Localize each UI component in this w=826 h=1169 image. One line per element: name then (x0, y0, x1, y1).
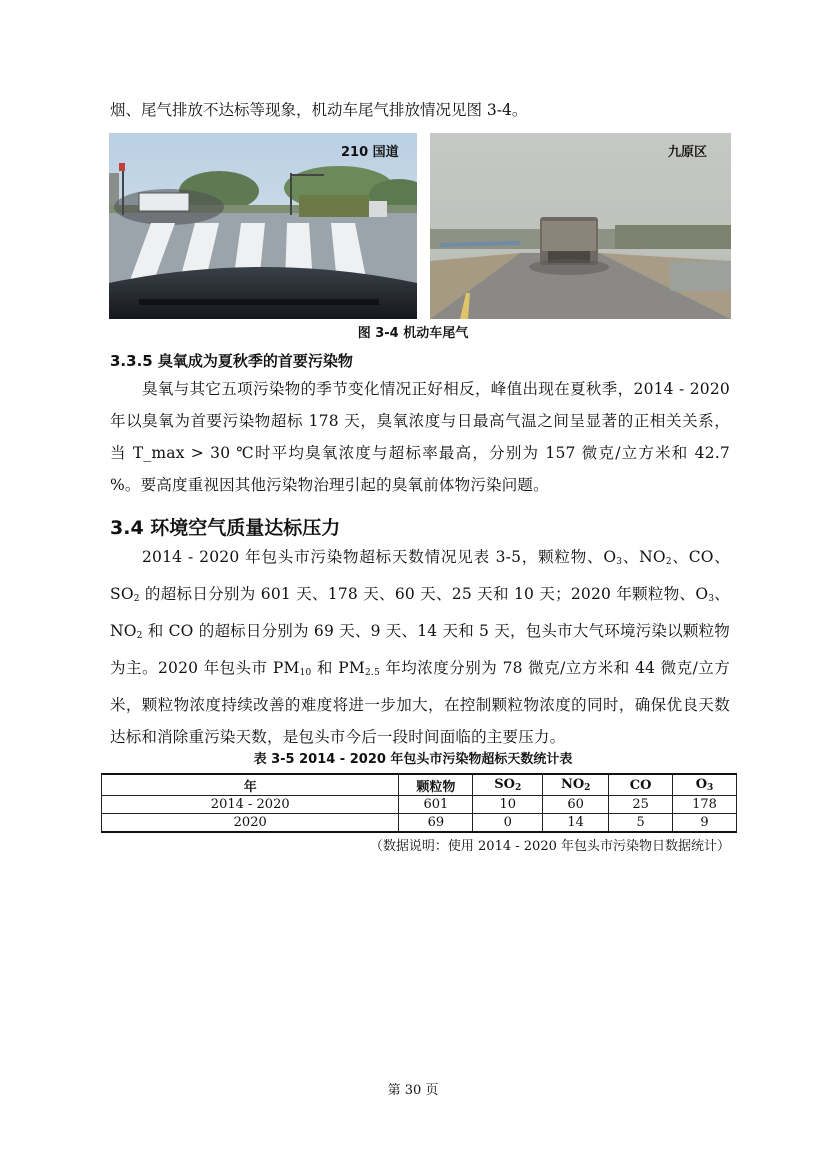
cell-no2: 14 (543, 814, 609, 833)
page-number: 第 30 页 (387, 1083, 439, 1098)
cell-so2: 0 (473, 814, 543, 833)
section-335-body (110, 373, 730, 501)
photo-210-road (109, 133, 417, 319)
road-photo-graphic (109, 133, 417, 319)
cell-o3: 178 (673, 796, 737, 814)
table-title: 表 3-5 2014 - 2020 年包头市污染物超标天数统计表 (253, 752, 573, 767)
cell-pm: 601 (399, 796, 473, 814)
cell-pm: 69 (399, 814, 473, 833)
photo-jiuyuan (430, 133, 731, 319)
cell-co: 25 (609, 796, 673, 814)
col-co: CO (609, 774, 673, 796)
section-34-body (110, 541, 730, 753)
table-note: （数据说明：使用 2014 - 2020 年包头市污染物日数据统计） (369, 839, 730, 854)
table-row (102, 796, 737, 814)
photo-label-210: 210 国道 (341, 145, 399, 160)
cell-no2: 60 (543, 796, 609, 814)
cell-co: 5 (609, 814, 673, 833)
cell-year: 2014 - 2020 (102, 796, 399, 814)
col-no2: $NO_2$ (543, 774, 609, 796)
col-so2: $SO_2$ (473, 774, 543, 796)
table-row (102, 814, 737, 833)
col-pm: 颗粒物 (399, 774, 473, 796)
col-o3: $O_3$ (673, 774, 737, 796)
exceedance-table (101, 773, 737, 833)
truck-photo-graphic (430, 133, 731, 319)
table-header-row (102, 774, 737, 796)
section-34-heading: 3.4 环境空气质量达标压力 (110, 517, 341, 539)
col-year: 年 (102, 774, 399, 796)
figure-caption: 图 3-4 机动车尾气 (357, 326, 469, 341)
cell-so2: 10 (473, 796, 543, 814)
section-34-paragraph: 2014 - 2020 年包头市污染物超标天数情况见表 3-5，颗粒物、$O_3$、$NO_2$、CO、$SO_2$ 的超标日分别为 601 天、178 天、60 天、25 天和 10 天；2020 年颗粒物、$O_3$、$NO_2$ 和 CO 的超标日分别为 69 天、9 天、14 天和 5 天，包头市大气环境污染以颗粒物为主。2020 年包头市 $PM_{10}$ 和 $PM_{2.5}$ 年均浓度分别为 78 微克/立方米和 44 微克/立方米，颗粒物浓度持续改善的难度将进一步加大，在控制颗粒物浓度的同时，确保优良天数达标和消除重污染天数，是包头市今后一段时间面临的主要压力。 (110, 548, 731, 746)
section-335-paragraph: 臭氧与其它五项污染物的季节变化情况正好相反，峰值出现在夏秋季，2014 - 2020 年以臭氧为首要污染物超标 178 天，臭氧浓度与日最高气温之间呈显著的正相关关系，当 T_max > 30 ℃时平均臭氧浓度与超标率最高，分别为 157 微克/立方米和 42.7 %。要高度重视因其他污染物治理引起的臭氧前体物污染问题。 (110, 380, 730, 494)
cell-year: 2020 (102, 814, 399, 833)
intro-line: 烟、尾气排放不达标等现象，机动车尾气排放情况见图 3-4。 (110, 101, 528, 119)
photo-label-jiuyuan: 九原区 (668, 145, 708, 160)
section-335-heading: 3.3.5 臭氧成为夏秋季的首要污染物 (110, 352, 353, 370)
cell-o3: 9 (673, 814, 737, 833)
